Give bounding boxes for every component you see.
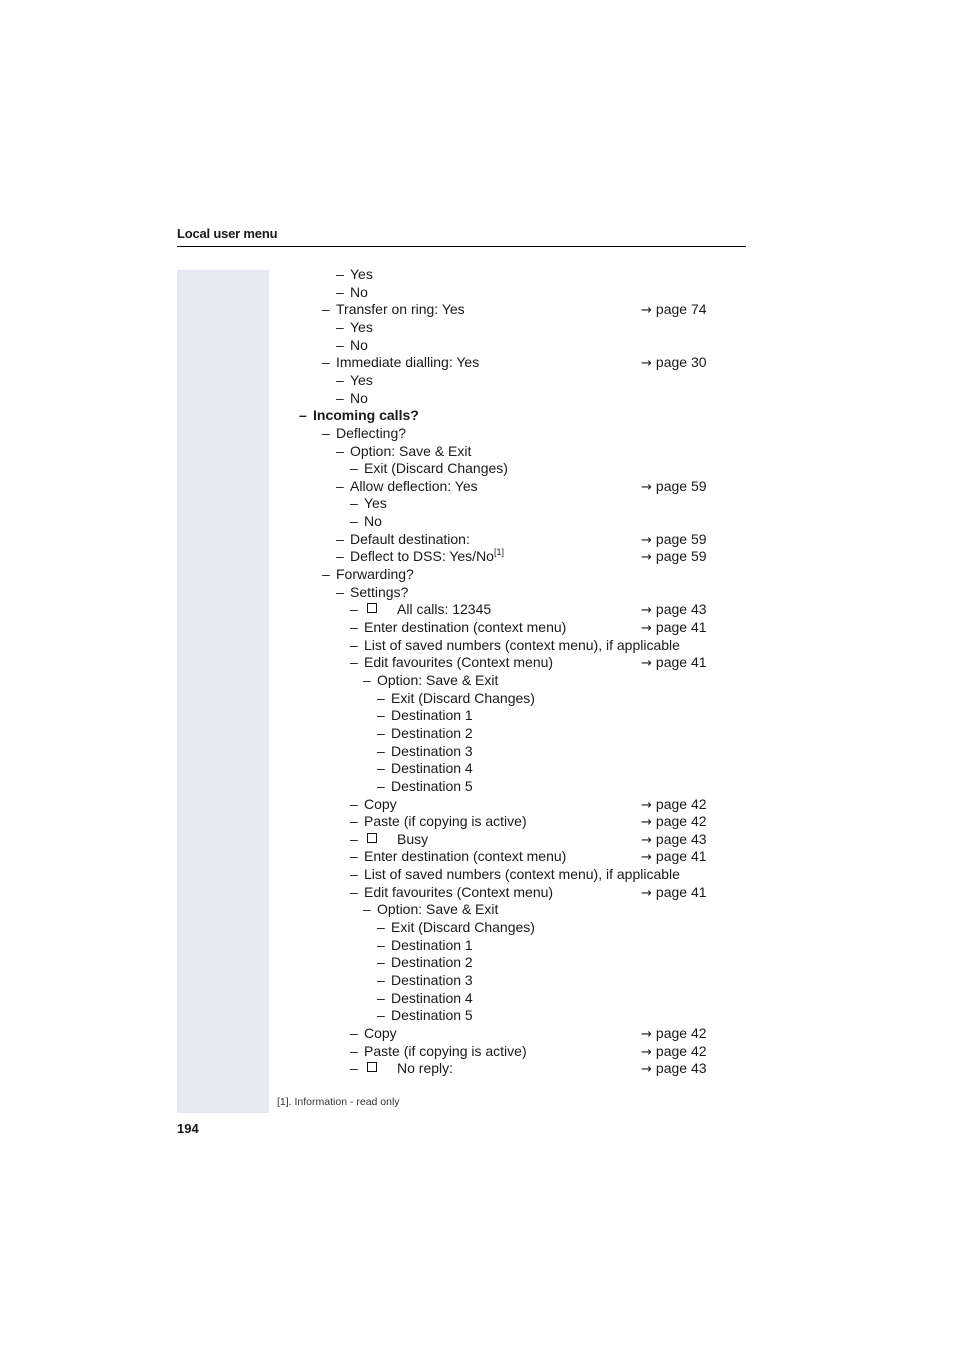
- menu-item-dash: –: [322, 424, 330, 441]
- menu-item-text: Destination 2: [391, 954, 473, 971]
- menu-item: [0, 583, 954, 601]
- menu-item: [0, 918, 954, 936]
- menu-item-dash: –: [299, 407, 307, 424]
- menu-item-label: [364, 653, 553, 671]
- menu-item-text: Destination 5: [391, 777, 473, 794]
- menu-item-label: [391, 724, 473, 742]
- page-reference-text: page 41: [655, 654, 707, 671]
- menu-item: [0, 847, 954, 865]
- menu-item: [0, 706, 954, 724]
- menu-item: [0, 971, 954, 989]
- menu-item-dash: –: [377, 919, 385, 935]
- menu-item-dash: –: [350, 1024, 358, 1041]
- menu-item-text: Paste (if copying is active): [364, 1042, 527, 1059]
- menu-item: [0, 777, 954, 795]
- menu-item: [0, 1024, 954, 1042]
- header-rule: [177, 246, 746, 247]
- menu-item: [0, 406, 954, 424]
- menu-item: [0, 353, 954, 371]
- menu-item-label: [350, 336, 368, 354]
- menu-item-dash: –: [350, 460, 358, 477]
- menu-item-text: No: [350, 336, 368, 353]
- menu-item-label: [350, 530, 470, 548]
- page-reference-text: page 42: [655, 1024, 707, 1041]
- arrow-right-icon: →: [641, 303, 652, 319]
- footnote: [1]. Information - read only: [277, 1096, 400, 1108]
- menu-item-text: Exit (Discard Changes): [391, 919, 535, 935]
- menu-item-label: [364, 1042, 527, 1060]
- menu-item-label: [391, 971, 473, 989]
- menu-item-label: [364, 512, 382, 530]
- menu-item-label: [350, 371, 373, 389]
- menu-item-label: [391, 918, 535, 936]
- checkbox-icon: [367, 833, 377, 843]
- arrow-right-icon: →: [641, 850, 652, 866]
- menu-item-text: Edit favourites (Context menu): [364, 654, 554, 671]
- menu-item-text: Incoming calls?: [313, 407, 419, 424]
- menu-item-dash: –: [377, 689, 385, 706]
- menu-item-dash: –: [322, 301, 330, 318]
- menu-item: [0, 953, 954, 971]
- menu-item-dash: –: [350, 795, 358, 812]
- menu-item-text: Yes: [364, 495, 387, 512]
- menu-item-label: [350, 583, 408, 601]
- menu-item-dash: –: [363, 671, 371, 688]
- menu-item: [0, 283, 954, 301]
- arrow-right-icon: →: [641, 797, 652, 813]
- arrow-right-icon: →: [641, 832, 652, 848]
- menu-item-dash: –: [377, 989, 385, 1006]
- page-reference-text: page 59: [655, 477, 707, 494]
- page-reference: [641, 1059, 707, 1079]
- menu-item: [0, 883, 954, 901]
- menu-item-text: No reply:: [397, 1060, 454, 1077]
- menu-item-label: [364, 459, 508, 477]
- menu-item-dash: –: [377, 936, 385, 953]
- menu-item-label: [391, 689, 535, 707]
- arrow-right-icon: →: [641, 479, 652, 495]
- menu-item-label: [350, 547, 504, 565]
- arrow-right-icon: →: [641, 550, 652, 566]
- menu-item-dash: –: [377, 954, 385, 971]
- arrow-right-icon: →: [641, 621, 652, 636]
- menu-item-text: Destination 3: [391, 742, 473, 759]
- menu-item-label: [364, 795, 397, 813]
- menu-item-label: [391, 1006, 473, 1024]
- menu-item: [0, 477, 954, 495]
- menu-item: [0, 759, 954, 777]
- menu-item-dash: –: [350, 883, 358, 900]
- menu-item-label: [364, 1024, 397, 1042]
- menu-item-label: [391, 706, 473, 724]
- arrow-right-icon: →: [641, 885, 652, 901]
- menu-item: [0, 565, 954, 583]
- menu-item-label: [364, 847, 566, 865]
- menu-item-text: Destination 3: [391, 972, 473, 988]
- menu-item: [0, 494, 954, 512]
- menu-item: [0, 1006, 954, 1024]
- menu-item-text: No: [364, 513, 382, 530]
- menu-item-dash: –: [377, 777, 385, 794]
- menu-item: [0, 265, 954, 283]
- page-reference-text: page 30: [655, 354, 707, 371]
- page-reference-text: page 42: [655, 795, 707, 812]
- menu-item-label: [364, 618, 566, 636]
- checkbox-icon: [367, 1062, 377, 1072]
- page-reference-text: page 43: [655, 601, 707, 618]
- menu-item-text: Yes: [350, 371, 373, 388]
- menu-item-label: [364, 812, 527, 830]
- menu-item-text: Yes: [350, 318, 373, 335]
- menu-item: [0, 530, 954, 548]
- menu-item-dash: –: [336, 530, 344, 547]
- checkbox-icon: [367, 603, 377, 613]
- page-reference-text: page 41: [655, 883, 707, 900]
- arrow-right-icon: →: [641, 356, 652, 372]
- arrow-right-icon: →: [641, 1044, 652, 1060]
- menu-item-dash: –: [350, 830, 358, 847]
- menu-item-label: [350, 442, 471, 460]
- menu-item-label: [391, 936, 473, 954]
- page-reference-text: page 42: [655, 1042, 707, 1059]
- menu-item-text: Edit favourites (Context menu): [364, 883, 554, 900]
- arrow-right-icon: →: [641, 532, 652, 548]
- menu-item: [0, 300, 954, 318]
- menu-item-dash: –: [350, 636, 358, 653]
- menu-item: [0, 742, 954, 760]
- menu-item-dash: –: [377, 1007, 385, 1024]
- menu-item: [0, 600, 954, 618]
- menu-item-dash: –: [336, 318, 344, 335]
- menu-item-text: Forwarding?: [336, 566, 414, 582]
- menu-item-dash: –: [350, 619, 358, 635]
- menu-item-dash: –: [350, 495, 358, 512]
- menu-item: [0, 442, 954, 460]
- menu-item-dash: –: [336, 477, 344, 494]
- page-reference-text: page 59: [655, 530, 707, 547]
- menu-item-label: [350, 318, 373, 336]
- menu-item: [0, 424, 954, 442]
- menu-item: [0, 865, 954, 883]
- menu-item-dash: –: [350, 601, 358, 618]
- page-reference-text: page 41: [655, 848, 707, 865]
- menu-item: [0, 653, 954, 671]
- page-reference-text: page 74: [655, 301, 707, 318]
- menu-item-label: [350, 389, 368, 407]
- arrow-right-icon: →: [641, 1026, 652, 1042]
- menu-item-label: [364, 883, 553, 901]
- menu-item: [0, 547, 954, 565]
- menu-item-text: Paste (if copying is active): [364, 813, 527, 830]
- menu-item-text: Copy: [364, 795, 397, 812]
- menu-item-text: Destination 1: [391, 707, 473, 724]
- menu-item-label: [336, 300, 465, 318]
- menu-item-text: Deflecting?: [336, 424, 407, 441]
- menu-item-dash: –: [336, 266, 344, 282]
- menu-item: [0, 459, 954, 477]
- menu-item-text: Destination 1: [391, 936, 473, 953]
- page-reference-text: page 42: [655, 813, 707, 830]
- arrow-right-icon: →: [641, 656, 652, 672]
- menu-item-dash: –: [377, 760, 385, 777]
- menu-item-dash: –: [336, 283, 344, 300]
- menu-item-dash: –: [377, 742, 385, 759]
- menu-item-label: [364, 865, 680, 883]
- menu-item-label: [397, 600, 491, 618]
- menu-item: [0, 371, 954, 389]
- menu-item: [0, 671, 954, 689]
- menu-item-label: [391, 953, 473, 971]
- menu-item-text: Destination 5: [391, 1007, 473, 1024]
- menu-item-text: No: [350, 283, 368, 300]
- menu-item-text: Busy: [397, 830, 429, 847]
- menu-item: [0, 812, 954, 830]
- menu-item: [0, 618, 954, 636]
- menu-item-dash: –: [336, 548, 344, 565]
- menu-item-text: Destination 2: [391, 724, 473, 741]
- menu-item-dash: –: [336, 583, 344, 600]
- menu-item-text: Allow deflection: Yes: [350, 477, 478, 494]
- menu-item: [0, 1059, 954, 1077]
- menu-item: [0, 512, 954, 530]
- menu-item: [0, 989, 954, 1007]
- menu-item-text: Option: Save & Exit: [350, 442, 472, 459]
- menu-item-text: Option: Save & Exit: [377, 671, 499, 688]
- menu-item-text: Transfer on ring: Yes: [336, 301, 465, 318]
- menu-item-text: Default destination:: [350, 530, 470, 547]
- menu-item: [0, 830, 954, 848]
- menu-item-text: Settings?: [350, 583, 409, 600]
- menu-item-text: List of saved numbers (context menu), if applicable: [364, 866, 680, 883]
- menu-item-text: Copy: [364, 1024, 397, 1041]
- menu-item-text: Destination 4: [391, 989, 473, 1006]
- menu-item-dash: –: [377, 707, 385, 724]
- menu-item-dash: –: [336, 389, 344, 406]
- menu-item-text: No: [350, 389, 368, 406]
- menu-item-label: [336, 424, 406, 442]
- menu-item-label: [350, 283, 368, 301]
- menu-item-label: [397, 1059, 453, 1077]
- menu-item-text: Yes: [350, 266, 373, 282]
- page-reference-text: page 59: [655, 548, 707, 565]
- menu-item-text: Enter destination (context menu): [364, 848, 567, 865]
- menu-item-dash: –: [377, 724, 385, 741]
- menu-item-label: [377, 671, 498, 689]
- menu-item-label: [391, 777, 473, 795]
- menu-item-dash: –: [350, 513, 358, 530]
- menu-item: [0, 318, 954, 336]
- menu-item-label: [377, 900, 498, 918]
- menu-item-text: All calls: 12345: [397, 601, 492, 618]
- menu-item-dash: –: [350, 813, 358, 830]
- menu-item-label: [336, 565, 414, 583]
- menu-item-text: Destination 4: [391, 760, 473, 777]
- menu-item-label: [350, 477, 478, 495]
- menu-item: [0, 724, 954, 742]
- menu-item-text: List of saved numbers (context menu), if applicable: [364, 636, 680, 653]
- menu-item: [0, 336, 954, 354]
- menu-item-dash: –: [336, 442, 344, 459]
- menu-item-dash: –: [322, 566, 330, 582]
- page-number: 194: [177, 1121, 199, 1136]
- menu-item-text: Exit (Discard Changes): [391, 689, 535, 706]
- menu-item-label: [336, 353, 479, 371]
- menu-item: [0, 389, 954, 407]
- menu-item-dash: –: [350, 848, 358, 865]
- menu-item-label: [364, 494, 387, 512]
- page-reference-text: page 43: [655, 830, 707, 847]
- menu-item-dash: –: [350, 1042, 358, 1059]
- page-reference-text: page 43: [655, 1060, 707, 1077]
- arrow-right-icon: →: [641, 1062, 652, 1078]
- menu-item-label: [313, 406, 419, 424]
- menu-item-label: [364, 636, 680, 654]
- menu-item: [0, 689, 954, 707]
- menu-item-dash: –: [336, 371, 344, 388]
- menu-item-label: [391, 759, 473, 777]
- footnote-marker: [1]: [493, 546, 504, 557]
- menu-item-text: Option: Save & Exit: [377, 901, 499, 918]
- menu-item-dash: –: [350, 1060, 358, 1077]
- menu-item: [0, 900, 954, 918]
- page-reference-text: page 41: [655, 619, 707, 635]
- arrow-right-icon: →: [641, 815, 652, 831]
- menu-item-dash: –: [350, 866, 358, 883]
- menu-item-dash: –: [350, 654, 358, 671]
- arrow-right-icon: →: [641, 603, 652, 619]
- menu-item-dash: –: [377, 972, 385, 988]
- menu-item-dash: –: [363, 901, 371, 918]
- menu-item-text: Exit (Discard Changes): [364, 460, 508, 477]
- menu-item-text: Deflect to DSS: Yes/No: [350, 548, 494, 565]
- menu-item: [0, 636, 954, 654]
- menu-item: [0, 795, 954, 813]
- menu-item-label: [397, 830, 428, 848]
- menu-item-dash: –: [336, 336, 344, 353]
- menu-item-label: [391, 742, 473, 760]
- menu-item-text: Immediate dialling: Yes: [336, 354, 480, 371]
- menu-item-text: Enter destination (context menu): [364, 619, 567, 635]
- menu-item-label: [391, 989, 473, 1007]
- menu-item-dash: –: [322, 354, 330, 371]
- running-header-title: Local user menu: [177, 226, 278, 241]
- menu-item-label: [350, 265, 373, 283]
- menu-item: [0, 936, 954, 954]
- menu-item: [0, 1042, 954, 1060]
